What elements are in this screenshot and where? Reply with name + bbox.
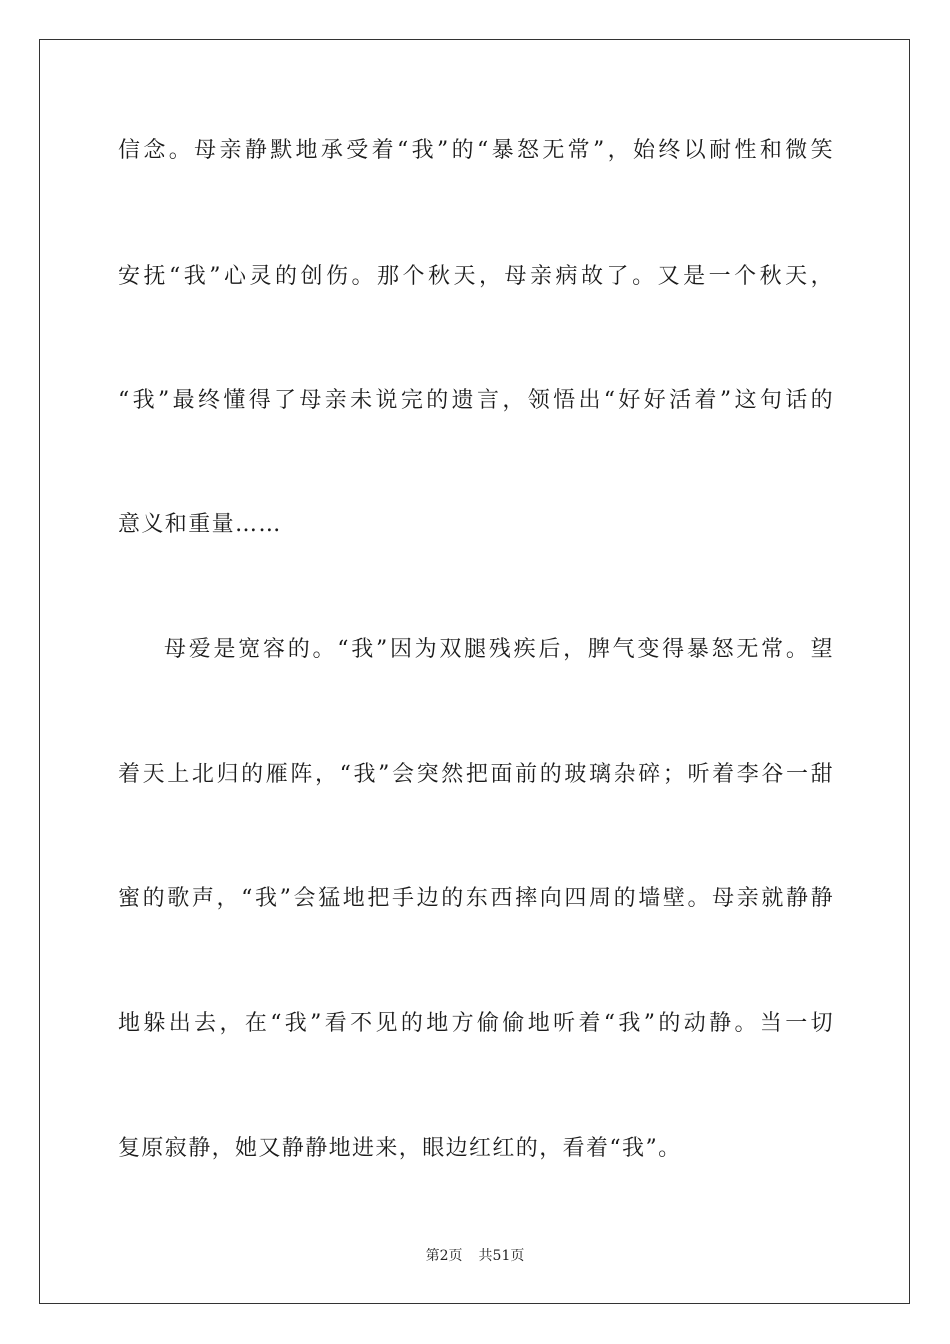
paragraph-line: 着天上北归的雁阵，“我”会突然把面前的玻璃杂碎；听着李谷一甜	[118, 762, 834, 787]
paragraph-line: 意义和重量……	[118, 512, 282, 537]
paragraph-line: 地躲出去，在“我”看不见的地方偷偷地听着“我”的动静。当一切	[118, 1011, 834, 1036]
paragraph-line: 信念。母亲静默地承受着“我”的“暴怒无常”，始终以耐性和微笑	[118, 138, 834, 163]
paragraph-line: 复原寂静，她又静静地进来，眼边红红的，看着“我”。	[118, 1136, 682, 1161]
paragraph-line: “我”最终懂得了母亲未说完的遗言，领悟出“好好活着”这句话的	[118, 388, 834, 413]
page-total: 共51页	[478, 1248, 525, 1264]
page-number: 第2页	[425, 1248, 463, 1264]
page-border	[39, 39, 910, 1304]
paragraph-line: 安抚“我”心灵的创伤。那个秋天，母亲病故了。又是一个秋天，	[118, 264, 834, 289]
page-footer	[0, 1247, 950, 1265]
paragraph-line: 蜜的歌声，“我”会猛地把手边的东西摔向四周的墙壁。母亲就静静	[118, 886, 834, 911]
paragraph-line: 母爱是宽容的。“我”因为双腿残疾后，脾气变得暴怒无常。望	[164, 637, 834, 662]
